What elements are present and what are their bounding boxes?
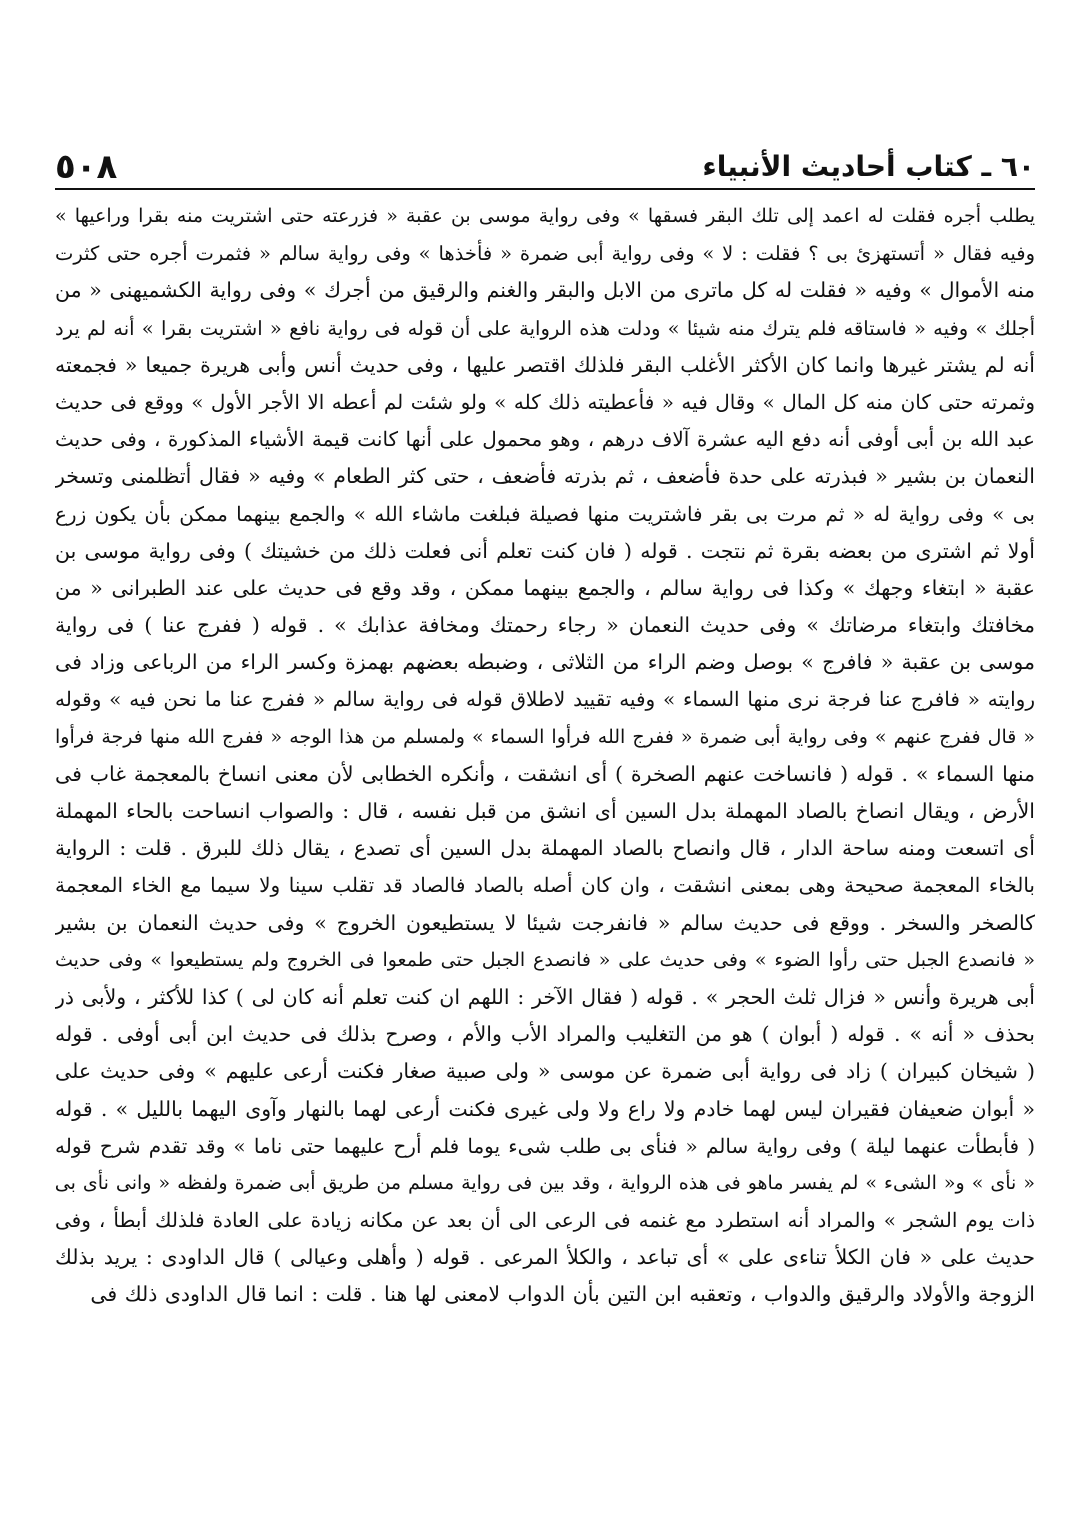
text-line: « فانصدع الجبل حتى رأوا الضوء » وفى حديث على « فانصدع الجبل حتى طمعوا فى الخروج ولم يستطيعوا » وفى حديث [55,948,1035,971]
text-line: « أبوان ضعيفان فقيران ليس لهما خادم ولا راع ولا ولى غيرى فكنت أرعى لهما بالنهار وآوى اليهما بالليل » . قوله [55,1096,1035,1121]
text-line: الأرض ، ويقال انصاخ بالصاد المهملة بدل السين أى انشق من قبل نفسه ، قال : والصواب انساحت بالحاء المهملة [55,799,1035,823]
text-line: أجلك » وفيه « فاستاقه فلم يترك منه شيئا » ودلت هذه الرواية على أن قوله فى رواية نافع « اشتريت بقرا » أنه لم يرد [55,316,1035,340]
text-line: كالصخر والسخر . ووقع فى حديث سالم « فانفرجت شيئا لا يستطيعون الخروج » وفى حديث النعمان بن بشير [55,910,1035,935]
text-line: وفيه فقال « أتستهزئ بى ؟ فقلت : لا » وفى رواية أبى ضمرة « فأخذها » وفى رواية سالم « فثمرت أجره حتى كثرت [55,242,1035,266]
text-line: بالخاء المعجمة صحيحة وهى بمعنى انشقت ، وان كان أصله بالصاد فالصاد قد تقلب سينا ولا سيما مع الخاء المعجمة [55,873,1035,898]
text-line: النعمان بن بشير « فبذرته على حدة فأضعف ، ثم بذرته فأضعف ، حتى كثر الطعام » وفيه « فقال أتظلمنى وتسخر [55,464,1035,489]
text-line: منه الأموال » وفيه « فقلت له كل ماترى من الابل والبقر والغنم والرقيق من أجرك » وفى رواية الكشميهنى « من [55,278,1035,303]
body-text [55,198,1035,1314]
text-line: بى » وفى رواية له « ثم مرت بى بقر فاشتريت منها فصيلة فبلغت ماشاء الله » والجمع بينهما ممكن بأن يكون زرع [55,501,1035,526]
running-head: ٦٠ ـ كتاب أحاديث الأنبياء [702,150,1035,183]
book-page [55,140,1035,1520]
text-line: الزوجة والأولاد والرقيق والدواب ، وتعقبه ابن التين بأن الدواب لامعنى لها هنا . قلت : انما قال الداودى ذلك فى [90,1282,1035,1307]
text-line: ( شيخان كبيران ) زاد فى رواية أبى ضمرة عن موسى « ولى صبية صغار فكنت أرعى عليهم » وفى حديث على [55,1059,1035,1084]
text-line: بحذف « أنه » . قوله ( أبوان ) هو من التغليب والمراد الأب والأم ، وصرح بذلك فى حديث ابن أبى أوفى . قوله [55,1022,1035,1047]
text-line: حديث على « فان الكلأ تناءى على » أى تباعد ، والكلأ المرعى . قوله ( وأهلى وعيالى ) قال الداودى : يريد بذلك [55,1245,1035,1270]
text-line: منها السماء » . قوله ( فانساخت عنهم الصخرة ) أى انشقت ، وأنكره الخطابى لأن معنى انساخ بالمعجمة غاب فى [55,761,1035,786]
text-line: عبد الله بن أبى أوفى أنه دفع اليه عشرة آلاف درهم ، وهو محمول على أنها كانت قيمة الأشياء المذكورة ، وفى حديث [55,427,1035,452]
text-line: « نأى » و« الشىء » لم يفسر ماهو فى هذه الرواية ، وقد بين فى رواية مسلم من طريق أبى ضمرة ولفظه « وانى نأى بى [55,1171,1035,1194]
text-line: ( فأبطأت عنهما ليلة ) وفى رواية سالم « فنأى بى طلب شىء يوما فلم أرح عليهما حتى ناما » وقد تقدم شرح قوله [55,1133,1035,1158]
text-line: يطلب أجره فقلت له اعمد إلى تلك البقر فسقها » وفى رواية موسى بن عقبة « فزرعته حتى اشتريت منه بقرا وراعيها » [55,205,1035,227]
text-line: أولا ثم اشترى من بعضه بقرة ثم نتجت . قوله ( فان كنت تعلم أنى فعلت ذلك من خشيتك ) وفى رواية موسى بن [55,538,1035,563]
text-line: روايته « فافرج عنا فرجة نرى منها السماء » وفيه تقييد لاطلاق قوله فى رواية سالم « ففرج عنا ما نحن فيه » وقوله [55,687,1035,712]
page-header [55,140,1035,190]
text-line: عقبة « ابتغاء وجهك » وكذا فى رواية سالم ، والجمع بينهما ممكن ، وقد وقع فى حديث على عند الطبرانى « من [55,575,1035,600]
text-line: ذات يوم الشجر » والمراد أنه استطرد مع غنمه فى الرعى الى أن بعد عن مكانه زيادة على العادة فلذلك أبطأ ، وفى [55,1208,1035,1233]
text-line: أبى هريرة وأنس « فزال ثلث الحجر » . قوله ( فقال الآخر : اللهم ان كنت تعلم أنه كان لى ) كذا للأكثر ، ولأبى ذر [55,984,1035,1009]
page-number: ٥٠٨ [55,147,118,187]
text-line: موسى بن عقبة « فافرج » بوصل وضم الراء من الثلاثى ، وضبطه بعضهم بهمزة وكسر الراء من الرباعى وزاد فى [55,650,1035,675]
text-line: أنه لم يشتر غيرها وانما كان الأكثر الأغلب البقر فلذلك اقتصر عليها ، وفى حديث أنس وأبى هريرة جميعا « فجمعته [55,352,1035,377]
text-line: أى اتسعت ومنه ساحة الدار ، قال وانصاح بالصاد المهملة بدل السين أى تصدع ، يقال ذلك للبرق . قلت : الرواية [55,836,1035,861]
text-line: وثمرته حتى كان منه كل المال » وقال فيه « فأعطيته ذلك كله » ولو شئت لم أعطه الا الأجر الأول » ووقع فى حديث [55,389,1035,414]
text-line: « قال ففرج عنهم » وفى رواية أبى ضمرة « ففرج الله فرأوا السماء » ولمسلم من هذا الوجه « ففرج الله منها فرجة فرأوا [55,725,1035,748]
text-line: مخافتك وابتغاء مرضاتك » وفى حديث النعمان « رجاء رحمتك ومخافة عذابك » . قوله ( ففرج عنا ) فى رواية [55,613,1035,638]
